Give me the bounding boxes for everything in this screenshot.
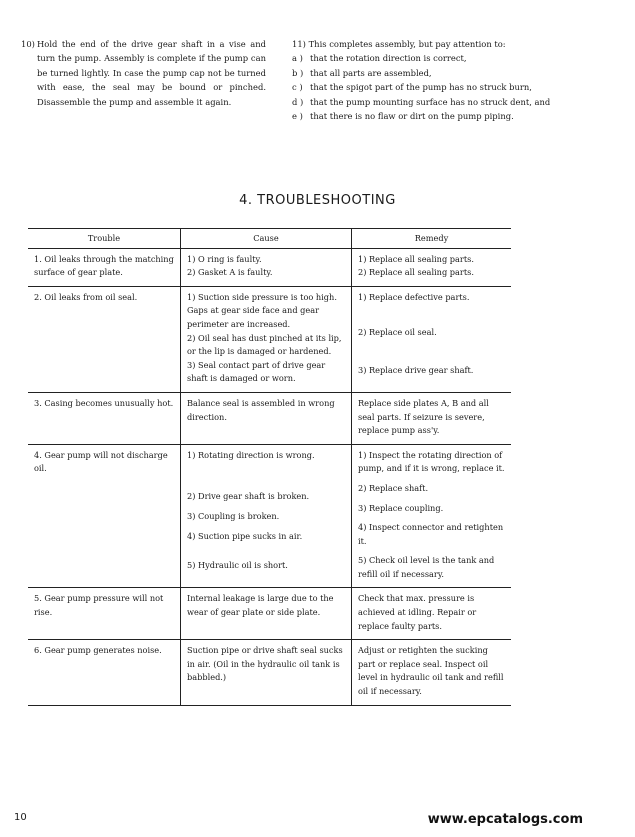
cause-item: 1) Suction side pressure is too high. Gaps at gear side face and gear perimeter are increased. xyxy=(187,291,337,329)
step-11 xyxy=(292,37,592,123)
table-row xyxy=(28,286,511,392)
cause-item: 4) Suction pipe sucks in air. xyxy=(187,530,303,541)
table-header-row xyxy=(28,229,511,249)
remedy-item: 2) Replace oil seal. xyxy=(358,327,437,338)
cause-item: 3) Seal contact part of drive gear shaft is damaged or worn. xyxy=(187,359,326,384)
step-11-item-b xyxy=(292,66,592,80)
table-row xyxy=(28,392,511,444)
remedy-item: 1) Replace defective parts. xyxy=(358,291,470,302)
remedy-cell xyxy=(352,444,512,588)
troubleshooting-table xyxy=(28,228,511,706)
cause-cell xyxy=(181,444,352,588)
cause-item: 2) Drive gear shaft is broken. xyxy=(187,491,310,502)
table-row xyxy=(28,444,511,588)
item-text: that the spigot part of the pump has no struck burn, xyxy=(310,82,532,93)
step-11-intro: 11) This completes assembly, but pay attention to: xyxy=(292,39,506,49)
step-10-text: Hold the end of the drive gear shaft in a vise and turn the pump. Assembly is complete if the pump can be turned lightly. In case the pump cap not be turned with ease, the seal may be bound or pinched. Disassemble the pump and assemble it again. xyxy=(37,39,266,107)
item-label: b ) xyxy=(292,67,304,78)
cause-cell: Suction pipe or drive shaft seal sucks in air. (Oil in the hydraulic oil tank is babbled.) xyxy=(181,640,352,705)
remedy-cell: Check that max. pressure is achieved at idling. Repair or replace faulty parts. xyxy=(352,588,512,640)
cause-item: 1) Rotating direction is wrong. xyxy=(187,449,315,460)
cause-item: 2) Oil seal has dust pinched at its lip, or the lip is damaged or hardened. xyxy=(187,332,342,357)
remedy-item: 2) Replace shaft. xyxy=(358,482,429,493)
remedy-cell: Replace side plates A, B and all seal parts. If seizure is severe, replace pump ass'y. xyxy=(352,392,512,444)
remedy-item: 3) Replace drive gear shaft. xyxy=(358,364,474,375)
item-label: e ) xyxy=(292,111,303,122)
remedy-item: 1) Inspect the rotating direction of pump, and if it is wrong, replace it. xyxy=(358,449,505,474)
trouble-cell: 4. Gear pump will not discharge oil. xyxy=(28,444,181,588)
item-label: a ) xyxy=(292,53,303,64)
cause-cell xyxy=(181,248,352,286)
header-remedy: Remedy xyxy=(352,229,512,249)
remedy-cell: Adjust or retighten the sucking part or replace seal. Inspect oil level in hydraulic oil tank and refill oil if necessary. xyxy=(352,640,512,705)
item-label: c ) xyxy=(292,82,303,93)
cause-item: 3) Coupling is broken. xyxy=(187,510,280,521)
item-text: that the rotation direction is correct, xyxy=(310,53,467,64)
remedy-item: 4) Inspect connector and retighten it. xyxy=(358,522,504,546)
table-row xyxy=(28,588,511,640)
watermark: www.epcatalogs.com xyxy=(427,812,583,827)
step-10-number: 10) xyxy=(21,39,35,49)
trouble-cell: 2. Oil leaks from oil seal. xyxy=(28,286,181,392)
item-text: that there is no flaw or dirt on the pump piping. xyxy=(310,111,514,122)
remedy-cell xyxy=(352,248,512,286)
cause-cell: Internal leakage is large due to the wear of gear plate or side plate. xyxy=(181,588,352,640)
remedy-cell xyxy=(352,286,512,392)
remedy-item: 1) Replace all sealing parts. xyxy=(358,253,474,264)
trouble-cell: 3. Casing becomes unusually hot. xyxy=(28,392,181,444)
cause-cell xyxy=(181,286,352,392)
cause-item: 2) Gasket A is faulty. xyxy=(187,267,273,278)
item-text: that the pump mounting surface has no struck dent, and xyxy=(310,96,551,107)
trouble-cell: 6. Gear pump generates noise. xyxy=(28,640,181,705)
cause-item: 5) Hydraulic oil is short. xyxy=(187,560,288,571)
section-heading: 4. TROUBLESHOOTING xyxy=(239,193,396,208)
remedy-item: 5) Check oil level is the tank and refill oil if necessary. xyxy=(358,555,495,579)
remedy-item: 3) Replace coupling. xyxy=(358,502,444,513)
cause-cell: Balance seal is assembled in wrong direction. xyxy=(181,392,352,444)
step-11-item-d xyxy=(292,95,592,109)
item-label: d ) xyxy=(292,96,304,107)
step-11-item-c xyxy=(292,80,592,94)
cause-item: 1) O ring is faulty. xyxy=(187,253,262,264)
trouble-cell: 1. Oil leaks through the matching surface of gear plate. xyxy=(28,248,181,286)
header-cause: Cause xyxy=(181,229,352,249)
table-row xyxy=(28,248,511,286)
step-11-item-a xyxy=(292,51,592,65)
item-text: that all parts are assembled, xyxy=(310,67,432,78)
trouble-cell: 5. Gear pump pressure will not rise. xyxy=(28,588,181,640)
header-trouble: Trouble xyxy=(28,229,181,249)
step-10 xyxy=(21,37,266,109)
step-11-item-e xyxy=(292,109,592,123)
page-number: 10 xyxy=(14,812,27,823)
table-row xyxy=(28,640,511,705)
remedy-item: 2) Replace all sealing parts. xyxy=(358,267,474,278)
